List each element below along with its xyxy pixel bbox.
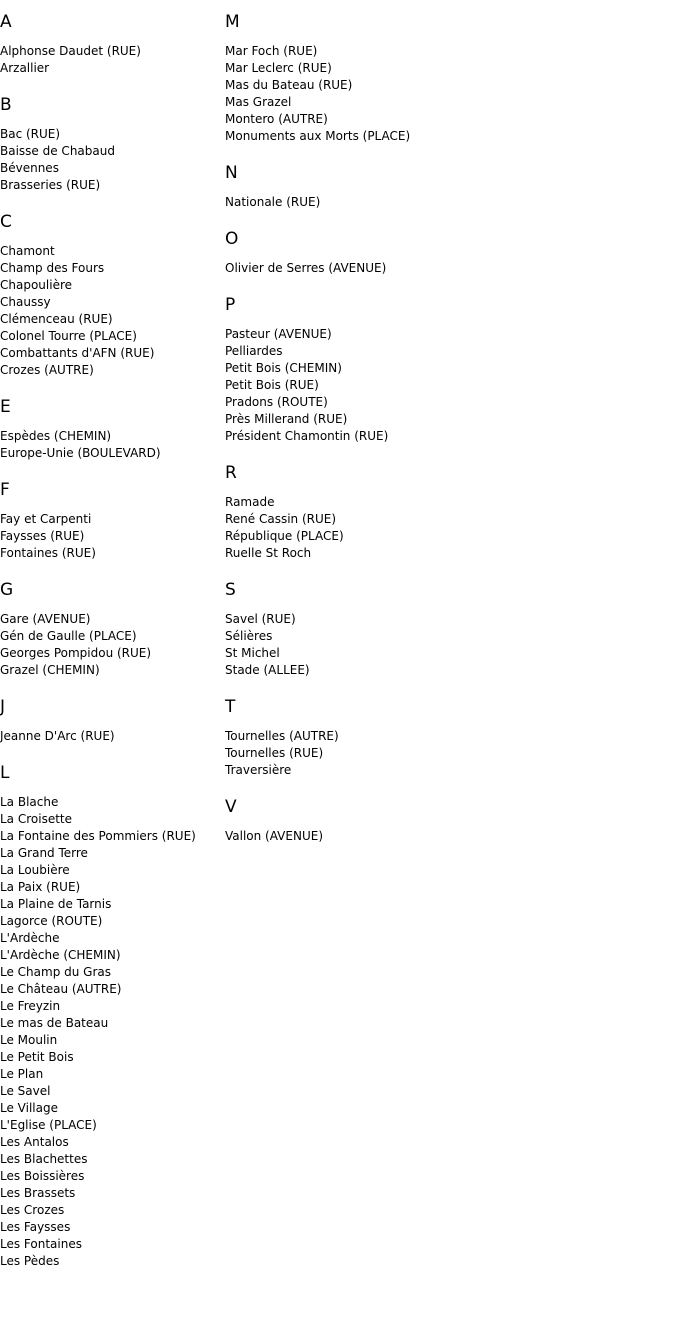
street-list [225, 828, 675, 845]
letter-heading: N [225, 163, 238, 183]
street-index-right-column [225, 0, 675, 863]
letter-heading: J [0, 697, 6, 717]
letter-heading: P [225, 295, 236, 315]
street-link-arzallier[interactable]: Arzallier [0, 61, 50, 75]
letter-heading: T [225, 697, 236, 717]
street-link-jeanne-d-arc-rue[interactable]: Jeanne D'Arc (RUE) [0, 729, 115, 743]
letter-section-v [225, 797, 675, 845]
letter-section-c [0, 212, 224, 379]
letter-heading: G [0, 580, 14, 600]
street-link-les-fontaines[interactable]: Les Fontaines [0, 1237, 82, 1251]
letter-heading: F [0, 480, 10, 500]
street-link-chapouliere[interactable]: Chapoulière [0, 278, 73, 292]
street-link-le-savel[interactable]: Le Savel [0, 1084, 51, 1098]
letter-section-p [225, 295, 675, 445]
street-list [0, 511, 224, 562]
street-link-les-antalos[interactable]: Les Antalos [0, 1135, 69, 1149]
street-link-alphonse-daudet-rue[interactable]: Alphonse Daudet (RUE) [0, 44, 141, 58]
street-link-crozes-autre[interactable]: Crozes (AUTRE) [0, 363, 94, 377]
street-link-la-blache[interactable]: La Blache [0, 795, 59, 809]
letter-heading: O [225, 229, 239, 249]
street-list [225, 194, 675, 211]
letter-section-j [0, 697, 224, 745]
street-link-la-loubiere[interactable]: La Loubière [0, 863, 70, 877]
letter-section-n [225, 163, 675, 211]
street-link-colonel-tourre-place[interactable]: Colonel Tourre (PLACE) [0, 329, 137, 343]
street-link-gare-avenue[interactable]: Gare (AVENUE) [0, 612, 91, 626]
street-link-faysses-rue[interactable]: Faysses (RUE) [0, 529, 85, 543]
street-link-ruelle-st-roch[interactable]: Ruelle St Roch [225, 546, 312, 560]
street-link-stade-allee[interactable]: Stade (ALLEE) [225, 663, 310, 677]
street-link-l-ardeche[interactable]: L'Ardèche [0, 931, 60, 945]
street-link-brasseries-rue[interactable]: Brasseries (RUE) [0, 178, 101, 192]
street-link-le-chateau-autre[interactable]: Le Château (AUTRE) [0, 982, 122, 996]
street-link-chamont[interactable]: Chamont [0, 244, 55, 258]
letter-section-s [225, 580, 675, 679]
street-link-lagorce-route[interactable]: Lagorce (ROUTE) [0, 914, 103, 928]
street-link-baisse-de-chabaud[interactable]: Baisse de Chabaud [0, 144, 115, 158]
street-link-mar-leclerc-rue[interactable]: Mar Leclerc (RUE) [225, 61, 332, 75]
street-link-vallon-avenue[interactable]: Vallon (AVENUE) [225, 829, 323, 843]
letter-heading: A [0, 12, 12, 32]
letter-section-o [225, 229, 675, 277]
street-list [0, 126, 224, 194]
street-link-fontaines-rue[interactable]: Fontaines (RUE) [0, 546, 96, 560]
street-index-left-column [0, 0, 224, 1288]
street-link-europe-unie-boulevard[interactable]: Europe-Unie (BOULEVARD) [0, 446, 161, 460]
street-link-st-michel[interactable]: St Michel [225, 646, 280, 660]
street-list [225, 728, 675, 779]
street-list [225, 260, 675, 277]
street-link-pelliardes[interactable]: Pelliardes [225, 344, 283, 358]
street-link-petit-bois-chemin[interactable]: Petit Bois (CHEMIN) [225, 361, 342, 375]
street-link-mar-foch-rue[interactable]: Mar Foch (RUE) [225, 44, 318, 58]
street-list [0, 43, 224, 77]
letter-heading: M [225, 12, 240, 32]
street-link-les-faysses[interactable]: Les Faysses [0, 1220, 71, 1234]
street-link-rene-cassin-rue[interactable]: René Cassin (RUE) [225, 512, 337, 526]
street-link-la-grand-terre[interactable]: La Grand Terre [0, 846, 88, 860]
street-link-espedes-chemin[interactable]: Espèdes (CHEMIN) [0, 429, 112, 443]
street-link-le-champ-du-gras[interactable]: Le Champ du Gras [0, 965, 112, 979]
street-link-la-fontaine-des-pommiers-rue[interactable]: La Fontaine des Pommiers (RUE) [0, 829, 196, 843]
street-link-le-plan[interactable]: Le Plan [0, 1067, 44, 1081]
street-list [0, 611, 224, 679]
street-link-selieres[interactable]: Sélières [225, 629, 273, 643]
letter-section-f [0, 480, 224, 562]
street-list [0, 243, 224, 379]
letter-section-b [0, 95, 224, 194]
letter-heading: L [0, 763, 10, 783]
street-link-le-village[interactable]: Le Village [0, 1101, 58, 1115]
street-list [225, 611, 675, 679]
letter-heading: V [225, 797, 237, 817]
street-link-georges-pompidou-rue[interactable]: Georges Pompidou (RUE) [0, 646, 152, 660]
street-link-monuments-aux-morts-place[interactable]: Monuments aux Morts (PLACE) [225, 129, 411, 143]
street-link-la-paix-rue[interactable]: La Paix (RUE) [0, 880, 81, 894]
street-link-republique-place[interactable]: République (PLACE) [225, 529, 344, 543]
street-link-le-petit-bois[interactable]: Le Petit Bois [0, 1050, 74, 1064]
street-link-chaussy[interactable]: Chaussy [0, 295, 51, 309]
street-link-le-mas-de-bateau[interactable]: Le mas de Bateau [0, 1016, 109, 1030]
street-link-bevennes[interactable]: Bévennes [0, 161, 59, 175]
street-link-la-plaine-de-tarnis[interactable]: La Plaine de Tarnis [0, 897, 112, 911]
letter-heading: C [0, 212, 12, 232]
street-link-savel-rue[interactable]: Savel (RUE) [225, 612, 296, 626]
letter-section-m [225, 12, 675, 145]
street-link-mas-grazel[interactable]: Mas Grazel [225, 95, 292, 109]
street-link-les-pedes[interactable]: Les Pèdes [0, 1254, 60, 1268]
street-list [0, 728, 224, 745]
letter-section-a [0, 12, 224, 77]
street-link-gen-de-gaulle-place[interactable]: Gén de Gaulle (PLACE) [0, 629, 137, 643]
street-link-petit-bois-rue[interactable]: Petit Bois (RUE) [225, 378, 319, 392]
street-link-combattants-d-afn-rue[interactable]: Combattants d'AFN (RUE) [0, 346, 155, 360]
street-link-tournelles-autre[interactable]: Tournelles (AUTRE) [225, 729, 339, 743]
street-link-montero-autre[interactable]: Montero (AUTRE) [225, 112, 328, 126]
street-link-le-moulin[interactable]: Le Moulin [0, 1033, 58, 1047]
street-link-les-blachettes[interactable]: Les Blachettes [0, 1152, 88, 1166]
street-link-les-boissieres[interactable]: Les Boissières [0, 1169, 85, 1183]
letter-heading: B [0, 95, 12, 115]
letter-section-t [225, 697, 675, 779]
letter-heading: R [225, 463, 237, 483]
letter-section-r [225, 463, 675, 562]
street-link-tournelles-rue[interactable]: Tournelles (RUE) [225, 746, 324, 760]
letter-heading: E [0, 397, 11, 417]
street-link-nationale-rue[interactable]: Nationale (RUE) [225, 195, 321, 209]
street-link-ramade[interactable]: Ramade [225, 495, 275, 509]
street-list [225, 43, 675, 145]
street-link-les-crozes[interactable]: Les Crozes [0, 1203, 65, 1217]
letter-section-g [0, 580, 224, 679]
street-list [0, 428, 224, 462]
street-link-grazel-chemin[interactable]: Grazel (CHEMIN) [0, 663, 100, 677]
street-link-traversiere[interactable]: Traversière [225, 763, 292, 777]
street-link-champ-des-fours[interactable]: Champ des Fours [0, 261, 105, 275]
street-link-les-brassets[interactable]: Les Brassets [0, 1186, 76, 1200]
street-link-bac-rue[interactable]: Bac (RUE) [0, 127, 61, 141]
street-link-clemenceau-rue[interactable]: Clémenceau (RUE) [0, 312, 113, 326]
letter-section-l [0, 763, 224, 1270]
street-link-la-croisette[interactable]: La Croisette [0, 812, 73, 826]
street-link-pasteur-avenue[interactable]: Pasteur (AVENUE) [225, 327, 332, 341]
street-link-olivier-de-serres-avenue[interactable]: Olivier de Serres (AVENUE) [225, 261, 387, 275]
street-link-le-freyzin[interactable]: Le Freyzin [0, 999, 61, 1013]
street-list [0, 794, 224, 1270]
street-link-president-chamontin-rue[interactable]: Président Chamontin (RUE) [225, 429, 389, 443]
street-link-pres-millerand-rue[interactable]: Près Millerand (RUE) [225, 412, 348, 426]
street-link-l-ardeche-chemin[interactable]: L'Ardèche (CHEMIN) [0, 948, 121, 962]
letter-section-e [0, 397, 224, 462]
street-list [225, 326, 675, 445]
street-link-pradons-route[interactable]: Pradons (ROUTE) [225, 395, 328, 409]
street-link-mas-du-bateau-rue[interactable]: Mas du Bateau (RUE) [225, 78, 353, 92]
street-link-fay-et-carpenti[interactable]: Fay et Carpenti [0, 512, 92, 526]
letter-heading: S [225, 580, 236, 600]
street-link-l-eglise-place[interactable]: L'Eglise (PLACE) [0, 1118, 97, 1132]
street-list [225, 494, 675, 562]
